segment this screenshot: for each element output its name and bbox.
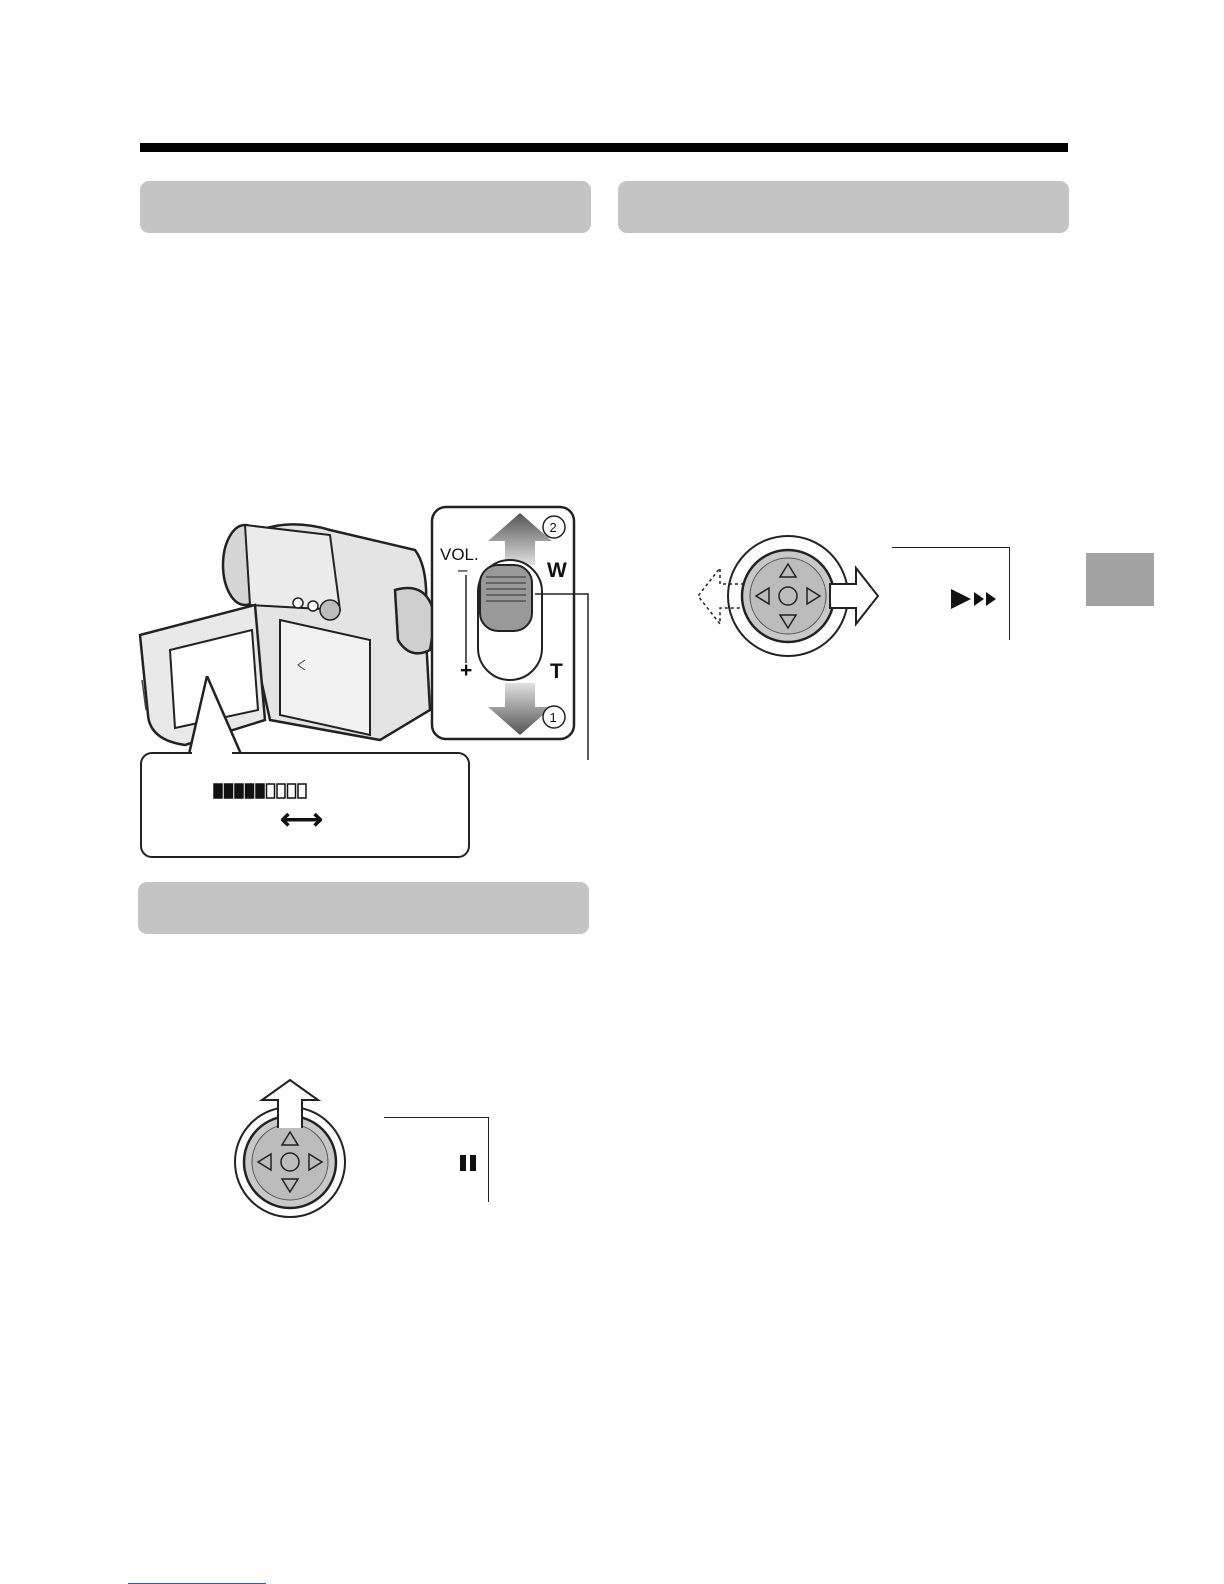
fast-forward-play-icon — [951, 588, 1001, 610]
header-rule — [140, 143, 1068, 152]
volume-segment-filled — [246, 784, 254, 798]
section-heading-forward — [618, 181, 1069, 233]
vol-minus-sign: – — [458, 560, 468, 579]
step-1-number: 1 — [549, 710, 557, 725]
vol-label: VOL. — [440, 545, 479, 564]
step-2-number: 2 — [549, 520, 557, 535]
adjust-arrow-icon: ⟷ — [280, 803, 324, 836]
camcorder-illustration — [130, 510, 440, 760]
section-heading-volume — [140, 181, 591, 233]
volume-segment-empty — [298, 784, 306, 798]
zoom-lever-knob — [480, 565, 532, 631]
vol-plus-sign: + — [460, 659, 473, 682]
volume-level-display — [140, 752, 470, 858]
volume-level-bar — [212, 782, 312, 802]
volume-segment-filled — [225, 784, 233, 798]
zoom-tele-label: T — [550, 660, 563, 683]
volume-segment-filled — [235, 784, 243, 798]
control-button-up-press — [232, 1078, 348, 1220]
volume-segment-empty — [277, 784, 285, 798]
callout-pointer — [185, 676, 245, 756]
section-heading-still — [138, 882, 589, 934]
control-button-right-press — [696, 532, 880, 660]
volume-segment-empty — [288, 784, 296, 798]
zoom-wide-label: W — [547, 559, 567, 582]
volume-segment-filled — [214, 784, 222, 798]
volume-segment-filled — [256, 784, 264, 798]
chapter-tab — [1086, 553, 1154, 606]
pause-icon — [460, 1155, 480, 1173]
volume-segment-empty — [267, 784, 275, 798]
lever-leader-line — [535, 592, 595, 762]
